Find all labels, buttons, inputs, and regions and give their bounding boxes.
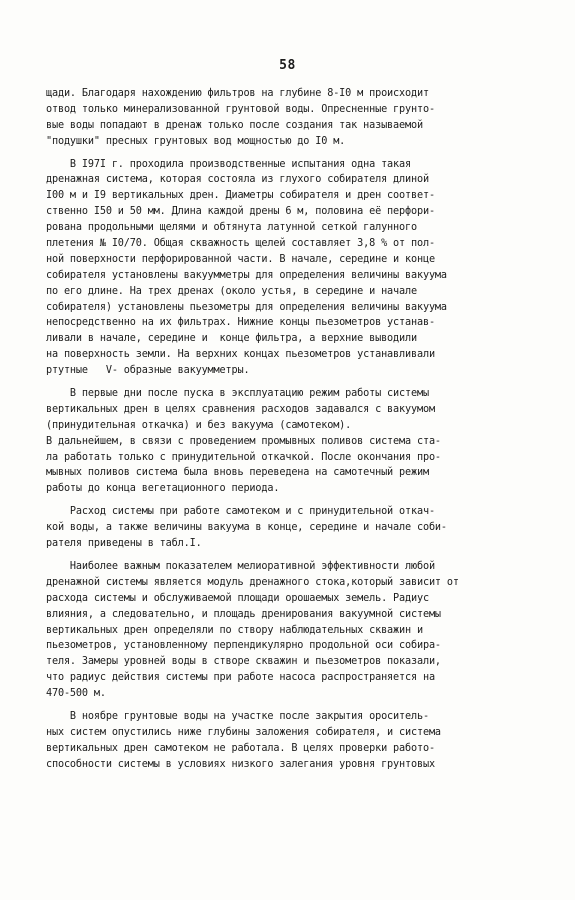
text-line: ливали в начале, середине и конце фильтра, а верхние выводили: [46, 333, 417, 345]
text-line: рателя приведены в табл.I.: [46, 538, 202, 550]
text-line: 470-500 м.: [46, 688, 106, 700]
paragraph-gap: [46, 150, 526, 157]
paragraph: [46, 559, 526, 702]
text-line: вертикальных дрен определяли по створу наблюдательных скважин и: [46, 624, 423, 636]
text-line: ла работать только с принудительной откачкой. После окончания про-: [46, 451, 441, 463]
text-line: дренажной системы является модуль дренажного стока,который зависит от: [46, 576, 459, 588]
text-line: вертикальных дрен самотеком не работала. В целях проверки работо-: [46, 742, 435, 754]
text-body: [46, 86, 526, 773]
text-line: отвод только минерализованной грунтовой воды. Опресненные грунто-: [46, 103, 435, 115]
paragraph: [46, 86, 526, 150]
text-line: мывных поливов система была вновь переведена на самотечный режим: [46, 467, 429, 479]
text-line: собирателя) установлены пьезометры для определения величины вакуума: [46, 301, 447, 313]
paragraph: [46, 386, 526, 497]
text-line: Расход системы при работе самотеком и с принудительной откач-: [46, 506, 435, 518]
text-line: вертикальных дрен в целях сравнения расходов задавался с вакуумом: [46, 403, 435, 415]
paragraph-gap: [46, 497, 526, 504]
page-number: 58: [279, 58, 296, 73]
text-line: что радиус действия системы при работе насоса распространяется на: [46, 672, 435, 684]
text-line: I00 м и I9 вертикальных дрен. Диаметры собирателя и дрен соответ-: [46, 190, 435, 202]
text-line: В дальнейшем, в связи с проведением промывных поливов система ста-: [46, 435, 441, 447]
text-line: расхода системы и обслуживаемой площади орошаемых земель. Радиус: [46, 592, 429, 604]
text-line: вые воды попадают в дренаж только после создания так называемой: [46, 119, 423, 131]
text-line: непосредственно на их фильтрах. Нижние концы пьезометров устанав-: [46, 317, 435, 329]
paragraph: [46, 157, 526, 379]
text-line: ственно I50 и 50 мм. Длина каждой дрены 6 м, половина её перфори-: [46, 206, 435, 218]
text-line: работы до конца вегетационного периода.: [46, 483, 280, 495]
text-line: влияния, а следовательно, и площадь дренирования вакуумной системы: [46, 608, 441, 620]
text-line: способности системы в условиях низкого залегания уровня грунтовых: [46, 758, 435, 770]
text-line: кой воды, а также величины вакуума в конце, середине и начале соби-: [46, 522, 447, 534]
paragraph-gap: [46, 702, 526, 709]
paragraph: [46, 709, 526, 773]
paragraph-gap: [46, 379, 526, 386]
text-line: Наиболее важным показателем мелиоративной эффективности любой: [46, 560, 435, 572]
paragraph: [46, 504, 526, 552]
paragraph-gap: [46, 552, 526, 559]
text-line: ртутные V- образные вакуумметры.: [46, 365, 250, 377]
text-line: собирателя установлены вакуумметры для определения величины вакуума: [46, 269, 447, 281]
text-line: по его длине. На трех дренах (около устья, в середине и начале: [46, 285, 417, 297]
text-line: щади. Благодаря нахождению фильтров на глубине 8-I0 м происходит: [46, 88, 429, 99]
text-line: В ноябре грунтовые воды на участке после закрытия ороситель-: [46, 710, 429, 722]
text-line: В первые дни после пуска в эксплуатацию режим работы системы: [46, 388, 429, 400]
text-line: ной поверхности перфорированной части. В начале, середине и конце: [46, 253, 435, 265]
text-line: (принудительная откачка) и без вакуума (самотеком).: [46, 419, 352, 431]
text-line: дренажная система, которая состояла из глухого собирателя длиной: [46, 174, 429, 186]
text-line: рована продольными щелями и обтянута латунной сеткой галунного: [46, 222, 417, 234]
text-line: пьезометров, установленному перпендикулярно продольной оси собира-: [46, 640, 441, 652]
text-line: плетения № I0/70. Общая скважность щелей составляет 3,8 % от пол-: [46, 238, 435, 250]
text-line: на поверхность земли. На верхних концах пьезометров устанавливали: [46, 349, 435, 361]
text-line: ных систем опустились ниже глубины заложения собирателя, и система: [46, 726, 441, 738]
text-line: теля. Замеры уровней воды в створе скважин и пьезометров показали,: [46, 656, 441, 668]
text-line: В I97I г. проходила производственные испытания одна такая: [46, 158, 411, 170]
text-line: "подушки" пресных грунтовых вод мощностью до I0 м.: [46, 135, 346, 147]
